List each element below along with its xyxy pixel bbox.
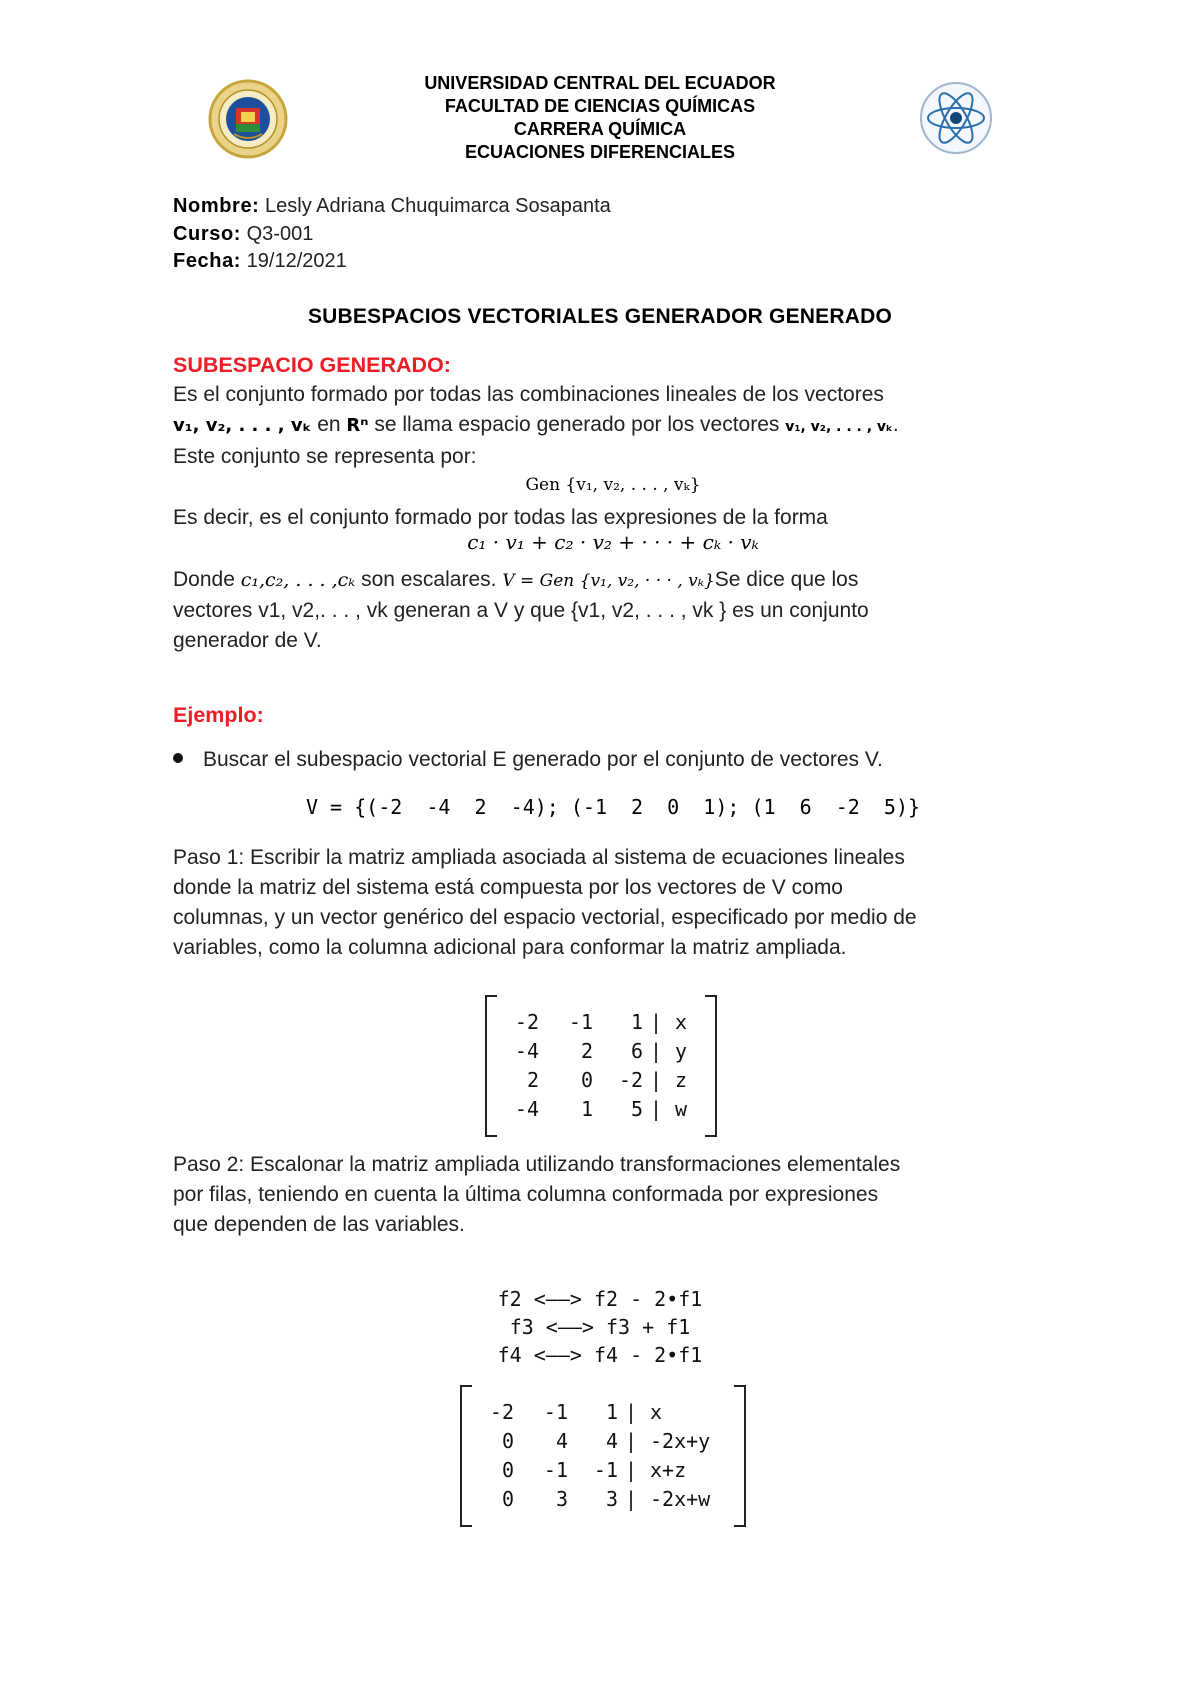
course-value: Q3-001 [246,222,314,245]
matrix-variable-cell: x [650,1399,663,1424]
definition-line-2-text: se llama espacio generado por los vectores [374,413,780,436]
step-2-line: Paso 2: Escalonar la matriz ampliada utilizando transformaciones elementales [173,1153,901,1176]
matrix-variable-cell: z [675,1067,688,1092]
example-bullet [173,748,883,772]
matrix-row [503,1007,705,1036]
university-seal-icon [205,78,291,160]
step-2-line: por filas, teniendo en cuenta la última columna conformada por expresiones [173,1183,879,1206]
matrix-cell: -1 [568,1009,593,1034]
augmented-matrix-2 [460,1385,746,1527]
step-1-text [173,843,1053,963]
matrix-row [478,1397,730,1426]
matrix-cell: -1 [543,1399,568,1424]
name-label: Nombre: [173,195,260,217]
matrix-cell: 3 [555,1486,568,1511]
section-definition [173,350,1053,472]
matrix-variable-cell: -2x+w [650,1486,711,1511]
matrix-row [478,1426,730,1455]
v-gen-formula: V = Gen {v₁, v₂, · · · , vₖ} [502,571,715,591]
matrix-cell: 6 [630,1038,643,1063]
matrix-variable-cell: y [675,1038,688,1063]
matrix-cell: -2 [514,1009,539,1034]
date-label: Fecha: [173,250,242,272]
matrix-left-bracket [485,995,497,1137]
step-1-line: Paso 1: Escribir la matriz ampliada asociada al sistema de ecuaciones lineales [173,846,905,869]
row-operation: f4 <——> f4 - 2•f1 [497,1343,703,1367]
name-line [173,193,611,221]
vector-set: V = {(-2 -4 2 -4); (-1 2 0 1); (1 6 -2 5)} [305,795,921,819]
word-en: en [317,413,341,436]
university-name: UNIVERSIDAD CENTRAL DEL ECUADOR [424,73,776,93]
course-subject: ECUACIONES DIFERENCIALES [464,142,736,162]
matrix-cell: -4 [514,1096,539,1121]
step-2-line: que dependen de las variables. [173,1213,465,1236]
matrix-row [503,1036,705,1065]
matrix-separator: | [624,1428,638,1453]
definition-line-4: Es decir, es el conjunto formado por todas las expresiones de la forma [173,506,828,529]
document-title: SUBESPACIOS VECTORIALES GENERADOR GENERADO [307,305,893,328]
matrix-right-bracket [734,1385,746,1527]
matrix-row [503,1094,705,1123]
matrix-variable-cell: x [675,1009,688,1034]
scalars-notation: c₁,c₂, . . . ,cₖ [240,569,356,591]
matrix-row [503,1065,705,1094]
section-heading: SUBESPACIO GENERADO: [173,353,451,377]
matrix-cell: -4 [514,1038,539,1063]
definition-line-7: generador de V. [173,629,322,652]
vectors-notation-small: v₁, v₂, . . . , vₖ [785,419,893,435]
matrix-right-bracket [705,995,717,1137]
step-1-line: columnas, y un vector genérico del espacio vectorial, especificado por medio de [173,906,917,929]
date-line [173,248,611,276]
matrix-left-bracket [460,1385,472,1527]
matrix-cell: 0 [501,1457,514,1482]
course-line [173,221,611,249]
matrix-row [478,1484,730,1513]
matrix-cell: 1 [605,1399,618,1424]
matrix-cell: 0 [501,1428,514,1453]
matrix-cell: 4 [555,1428,568,1453]
date-value: 19/12/2021 [246,250,347,272]
matrix-cell: 5 [630,1096,643,1121]
gen-formula: Gen {v₁, v₂, . . . , vₖ} [525,475,701,495]
matrix-variable-cell: x+z [650,1457,687,1482]
definition-line-3: Este conjunto se representa por: [173,445,477,468]
name-value: Lesly Adriana Chuquimarca Sosapanta [265,195,611,217]
matrix-separator: | [624,1399,638,1424]
bullet-text: Buscar el subespacio vectorial E generado por el conjunto de vectores V. [203,748,883,771]
matrix-separator: | [649,1096,663,1121]
step-2-text [173,1150,1053,1240]
definition-line-2: v₁, v₂, . . . , vₖ en Rⁿ se llama espacio generado por los vectores v₁, v₂, . . . , vₖ. [173,413,899,436]
matrix-cell: 2 [580,1038,593,1063]
matrix-cell: 4 [605,1428,618,1453]
matrix-separator: | [624,1457,638,1482]
matrix-separator: | [649,1009,663,1034]
linear-combination-formula: c₁ · v₁ + c₂ · v₂ + · · · + cₖ · vₖ [467,530,759,554]
matrix-cell: 0 [580,1067,593,1092]
matrix-cell: -1 [543,1457,568,1482]
step-1-line: donde la matriz del sistema está compuesta por los vectores de V como [173,876,843,899]
matrix-2-table [478,1397,730,1513]
vectors-notation: v₁, v₂, . . . , vₖ [173,415,312,436]
step-1-line: variables, como la columna adicional para conformar la matriz ampliada. [173,936,847,959]
student-info [173,193,611,276]
matrix-row [478,1455,730,1484]
matrix-variable-cell: -2x+y [650,1428,711,1453]
matrix-separator: | [624,1486,638,1511]
career-name: CARRERA QUÍMICA [513,119,687,139]
bullet-icon [173,753,183,763]
matrix-separator: | [649,1038,663,1063]
definition-line-1: Es el conjunto formado por todas las combinaciones lineales de los vectores [173,383,884,406]
matrix-variable-cell: w [675,1096,688,1121]
definition-line-6: vectores v1, v2,. . . , vk generan a V y que {v1, v2, . . . , vk } es un conjunto [173,599,869,622]
chemistry-atom-icon [918,78,994,158]
matrix-cell: -1 [593,1457,618,1482]
matrix-cell: -2 [489,1399,514,1424]
matrix-1-table [503,1007,705,1123]
example-heading: Ejemplo: [173,703,264,727]
document-header [300,72,900,164]
rn-notation: Rⁿ [346,415,369,436]
matrix-cell: 1 [630,1009,643,1034]
matrix-cell: 3 [605,1486,618,1511]
section-definition-cont [173,565,1053,656]
row-operations [175,1285,1025,1369]
matrix-cell: 1 [580,1096,593,1121]
faculty-name: FACULTAD DE CIENCIAS QUÍMICAS [444,96,756,116]
matrix-cell: -2 [618,1067,643,1092]
row-operation: f3 <——> f3 + f1 [509,1315,691,1339]
augmented-matrix-1 [485,995,717,1137]
course-label: Curso: [173,222,242,245]
definition-line-5: Donde c₁,c₂, . . . ,cₖ son escalares. V = Gen {v₁, v₂, · · · , vₖ}Se dice que los [173,568,859,591]
row-operation: f2 <——> f2 - 2•f1 [497,1287,703,1311]
matrix-cell: 0 [501,1486,514,1511]
matrix-cell: 2 [526,1067,539,1092]
matrix-separator: | [649,1067,663,1092]
